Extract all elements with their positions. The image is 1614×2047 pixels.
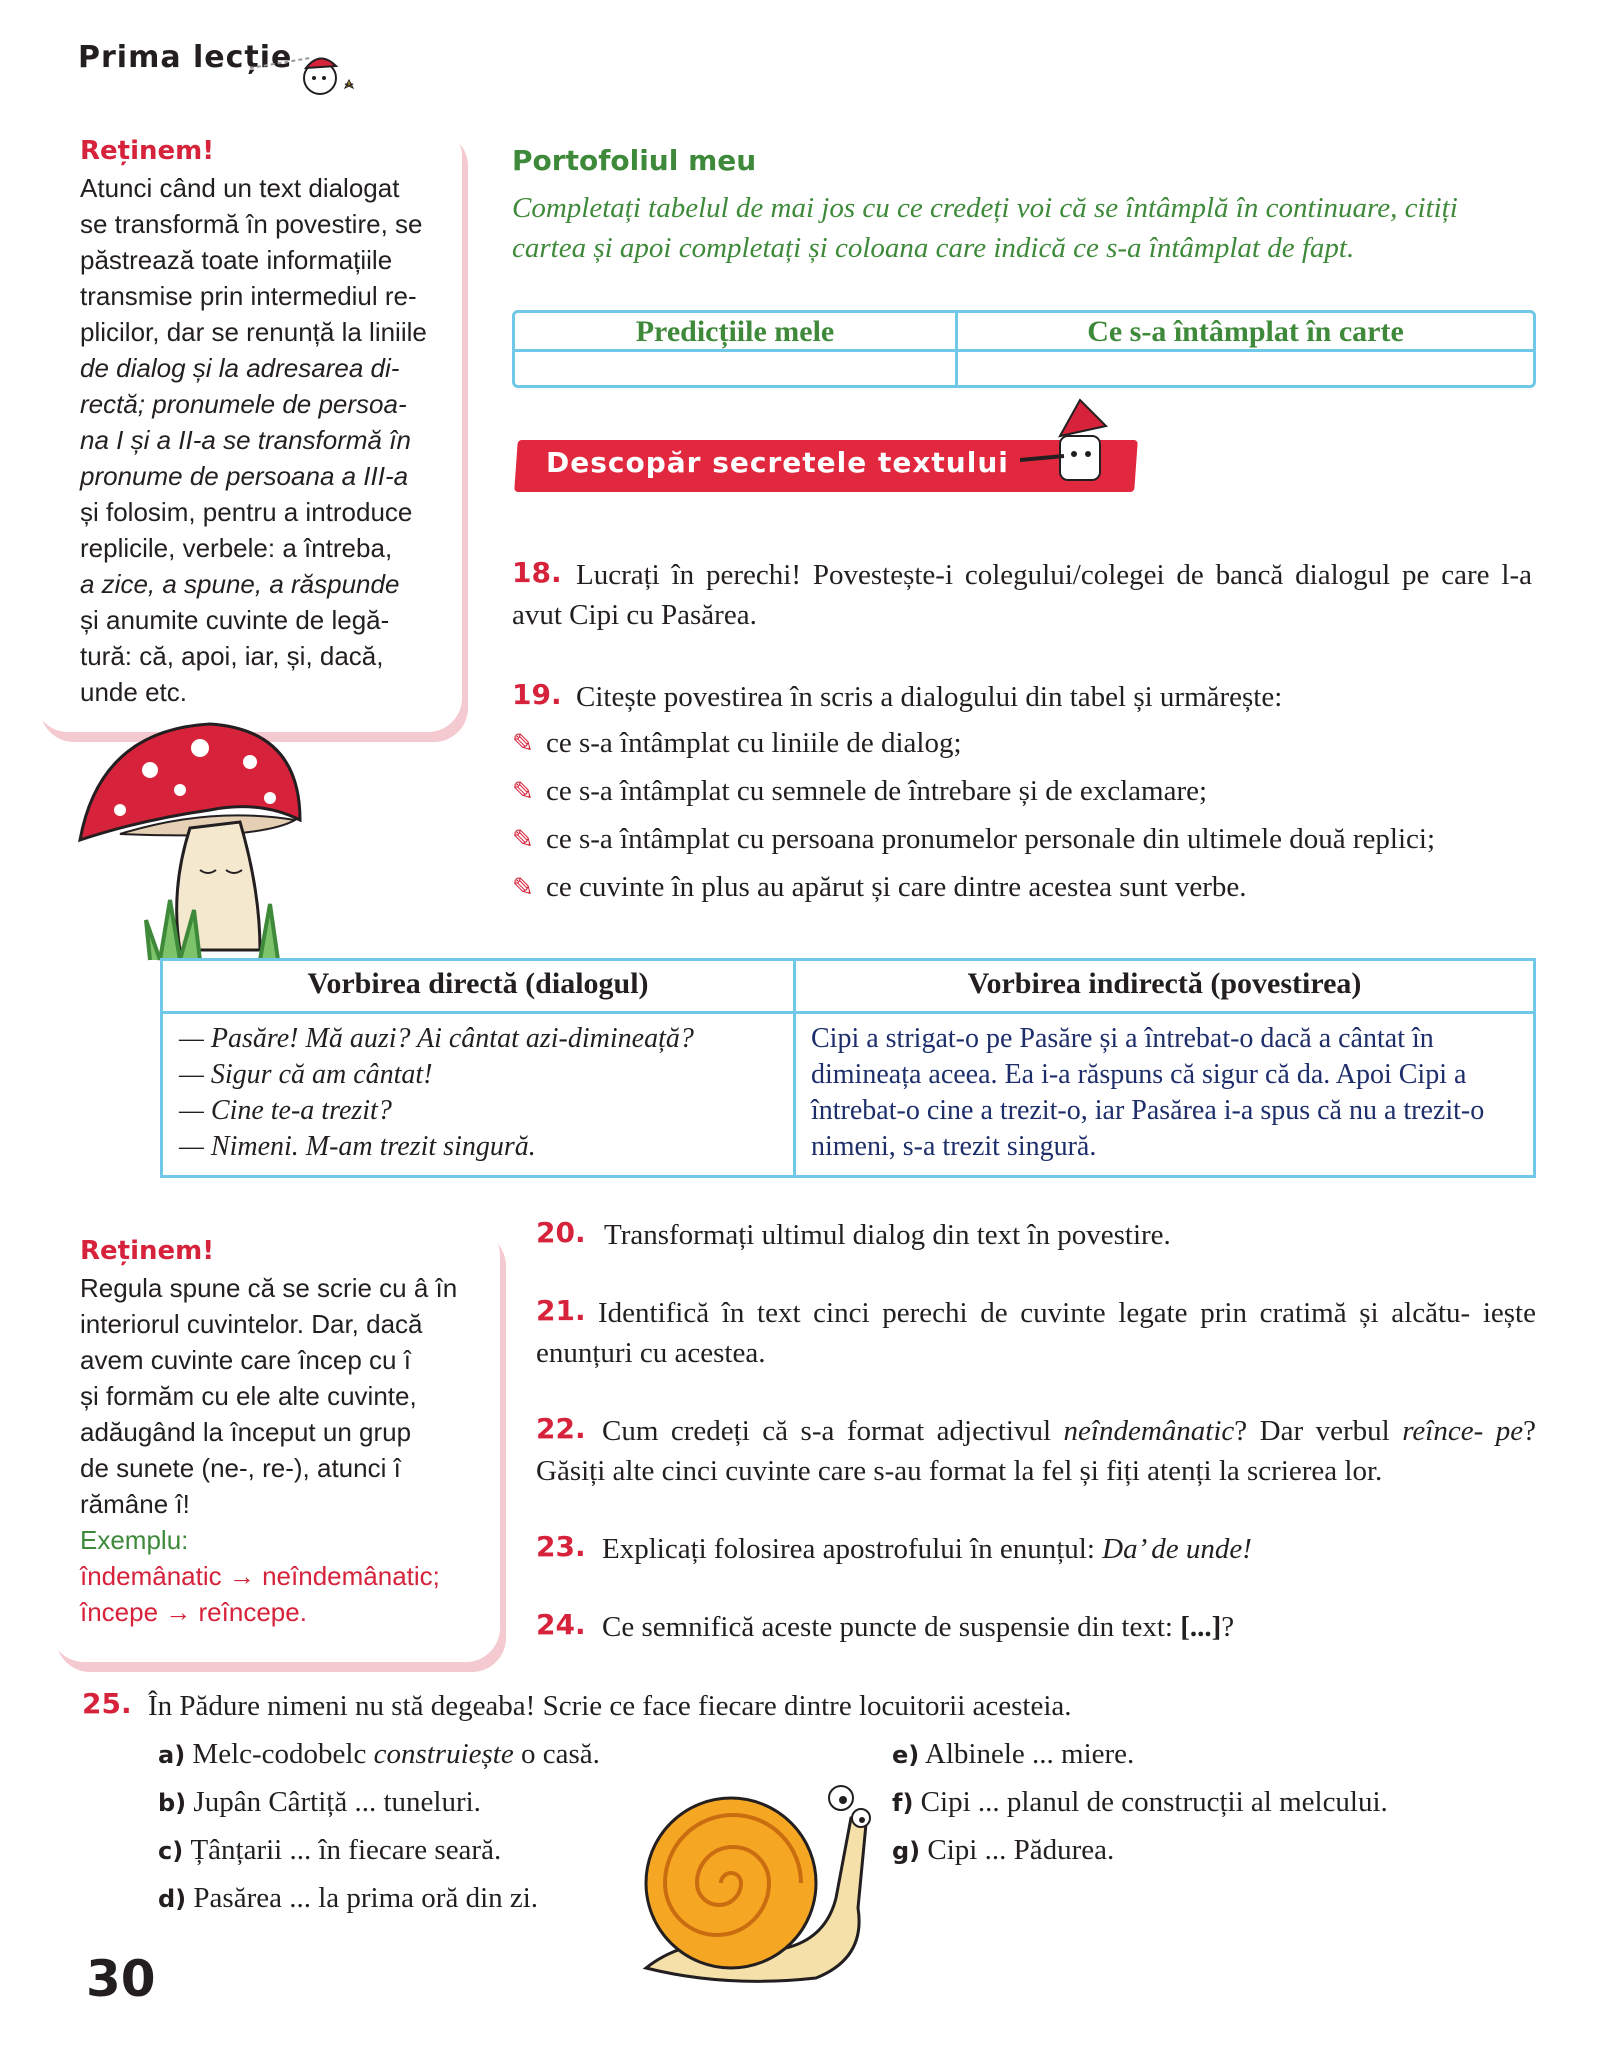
- example-label: Exemplu:: [80, 1525, 189, 1555]
- indirect-speech-cell: Cipi a strigat-o pe Pasăre și a întrebat-o dacă a cântat în dimineața aceea. Ea i-a răspuns că sigur că da. Apoi Cipi a întrebat-o cine a trezit-o, iar Pasărea i-a spus că nu a trezit-o nimeni, s-a trezit singură.: [811, 1023, 1485, 1162]
- remember-line: păstrează toate informațiile: [80, 245, 393, 275]
- sub-text: Țânțarii ... în fiecare seară.: [190, 1834, 502, 1866]
- remember-text: [80, 170, 460, 710]
- remember-line: unde etc.: [80, 677, 187, 707]
- remember-line: rămâne î!: [80, 1489, 190, 1519]
- sub-letter: c): [158, 1837, 184, 1865]
- remember-text: [80, 1270, 490, 1630]
- sub-item: [892, 1830, 1532, 1871]
- sub-text: Pasărea ... la prima oră din zi.: [193, 1882, 539, 1914]
- portfolio-title: Portofoliul meu: [512, 144, 757, 177]
- dialogue-line: — Pasăre! Mă auzi? Ai cântat azi-dimineață?: [179, 1023, 694, 1054]
- sub-item: [158, 1830, 718, 1871]
- text-segment: Explicați folosirea apostrofului în enunțul:: [602, 1533, 1103, 1565]
- sub-letter: a): [158, 1741, 186, 1769]
- bullet-text: ce s-a întâmplat cu liniile de dialog;: [546, 727, 962, 759]
- mushroom-illustration: [60, 710, 310, 970]
- italic-word: neîndemânatic: [1063, 1415, 1235, 1447]
- remember-line: Regula spune că se scrie cu â în: [80, 1273, 458, 1303]
- example-line: începe → reîncepe.: [80, 1597, 307, 1627]
- question-number: 20.: [536, 1216, 586, 1249]
- question-24-text: [602, 1607, 1532, 1647]
- portfolio-description: Completați tabelul de mai jos cu ce credeți voi că se întâmplă în continuare, citiți cartea și apoi completați și coloana care indică ce s-a întâmplat de fapt.: [512, 192, 1458, 264]
- speech-comparison-table: [160, 958, 1536, 1178]
- sub-item: [158, 1734, 718, 1775]
- sub-letter: e): [892, 1741, 920, 1769]
- bullet-text: ce s-a întâmplat cu persoana pronumelor personale din ultimele două replici;: [546, 823, 1436, 855]
- sub-text: Cipi ... planul de construcții al melcului.: [920, 1786, 1388, 1818]
- bullet-text: ce cuvinte în plus au apărut și care dintre acestea sunt verbe.: [546, 871, 1247, 903]
- header-title: Prima lecție: [78, 40, 293, 75]
- column-header-predictions: Predicțiile mele: [635, 315, 835, 348]
- question-21-text: Identifică în text cinci perechi de cuvinte legate prin cratimă și alcătu- iește enunțuri cu acestea.: [536, 1297, 1536, 1369]
- text-segment: Cum credeți că s-a format adjectivul: [602, 1415, 1064, 1447]
- list-item: [512, 819, 1532, 860]
- sub-text: Jupân Cârtiță ... tuneluri.: [193, 1786, 481, 1818]
- bullet-list: [512, 723, 1532, 908]
- remember-title: Reținem!: [80, 136, 215, 166]
- remember-box-1: [34, 122, 462, 732]
- column-header-what-happened: Ce s-a întâmplat în carte: [1087, 315, 1404, 348]
- question-19-text: Citește povestirea în scris a dialogului din tabel și urmărește:: [576, 681, 1283, 713]
- text-segment: ?: [1221, 1611, 1235, 1643]
- italic-phrase: Da’ de unde!: [1102, 1533, 1252, 1565]
- sub-text: Melc-codobelc: [192, 1738, 374, 1770]
- remember-line: adăugând la început un grup: [80, 1417, 412, 1447]
- remember-line: interiorul cuvintelor. Dar, dacă: [80, 1309, 423, 1339]
- cipi-cartoon-icon: [250, 28, 360, 108]
- remember-line: na I și a II-a se transformă în: [80, 425, 411, 455]
- remember-line: și anumite cuvinte de legă-: [80, 605, 390, 635]
- question-20-text: Transformați ultimul dialog din text în povestire.: [604, 1219, 1171, 1251]
- section-banner-title: Descopăr secretele textului: [546, 446, 1009, 479]
- question-number: 19.: [512, 678, 562, 711]
- column-header-indirect: Vorbirea indirectă (povestirea): [967, 967, 1362, 1000]
- bold-ellipsis: [...]: [1180, 1611, 1222, 1643]
- question-22-text: [536, 1411, 1536, 1491]
- sub-letter: b): [158, 1789, 187, 1817]
- page-number: 30: [86, 1950, 156, 2008]
- dialogue-line: — Cine te-a trezit?: [179, 1095, 392, 1126]
- snail-illustration: [636, 1778, 876, 1988]
- question-number: 22.: [536, 1412, 586, 1445]
- remember-line: și formăm cu ele alte cuvinte,: [80, 1381, 417, 1411]
- remember-line: rectă; pronumele de persoa-: [80, 389, 407, 419]
- pencil-icon: ✎: [512, 729, 534, 758]
- text-segment: ? Găsiți alte cinci cuvinte care s-au format la fel și fiți atenți la scrierea lor.: [536, 1415, 1536, 1487]
- predictions-table: [512, 310, 1536, 388]
- question-number: 24.: [536, 1608, 586, 1641]
- direct-speech-cell: [179, 1021, 791, 1165]
- bullet-text: ce s-a întâmplat cu semnele de întrebare și de exclamare;: [546, 775, 1208, 807]
- sub-item: [158, 1878, 718, 1919]
- column-header-direct: Vorbirea directă (dialogul): [307, 967, 649, 1000]
- dialogue-line: — Sigur că am cântat!: [179, 1059, 433, 1090]
- pencil-icon: ✎: [512, 873, 534, 902]
- remember-line: de sunete (ne-, re-), atunci î: [80, 1453, 401, 1483]
- list-item: [512, 867, 1532, 908]
- sub-item: [892, 1734, 1532, 1775]
- remember-box-2: [50, 1222, 500, 1662]
- list-item: [512, 771, 1532, 812]
- remember-line: Atunci când un text dialogat: [80, 173, 400, 203]
- italic-word: construiește: [373, 1738, 514, 1770]
- remember-line: și folosim, pentru a introduce: [80, 497, 413, 527]
- question-number: 21.: [536, 1294, 586, 1327]
- sub-items-left: [158, 1734, 718, 1919]
- example-line: îndemânatic → neîndemânatic;: [80, 1561, 440, 1591]
- cipi-pen-icon: [1020, 396, 1140, 496]
- sub-letter: d): [158, 1885, 187, 1913]
- question-23-text: [602, 1529, 1532, 1569]
- remember-line: tură: că, apoi, iar, și, dacă,: [80, 641, 384, 671]
- remember-line: avem cuvinte care încep cu î: [80, 1345, 411, 1375]
- sub-letter: f): [892, 1789, 914, 1817]
- remember-line: replicile, verbele: a întreba,: [80, 533, 393, 563]
- dialogue-line: — Nimeni. M-am trezit singură.: [179, 1131, 536, 1162]
- text-segment: ? Dar verbul: [1234, 1415, 1403, 1447]
- question-18-text: Lucrați în perechi! Povestește-i colegului/colegei de bancă dialogul pe care l-a avut Cipi cu Pasărea.: [512, 559, 1532, 631]
- italic-word: reînce- pe: [1402, 1415, 1524, 1447]
- question-number: 23.: [536, 1530, 586, 1563]
- pencil-icon: ✎: [512, 825, 534, 854]
- remember-line: pronume de persoana a III-a: [80, 461, 409, 491]
- sub-item: [158, 1782, 718, 1823]
- sub-letter: g): [892, 1837, 921, 1865]
- sub-text: Albinele ... miere.: [924, 1738, 1135, 1770]
- text-segment: Ce semnifică aceste puncte de suspensie din text:: [602, 1611, 1181, 1643]
- remember-line: se transformă în povestire, se: [80, 209, 423, 239]
- remember-line: a zice, a spune, a răspunde: [80, 569, 400, 599]
- question-number: 25.: [82, 1687, 132, 1720]
- remember-line: de dialog și la adresarea di-: [80, 353, 400, 383]
- pencil-icon: ✎: [512, 777, 534, 806]
- sub-item: [892, 1782, 1532, 1823]
- remember-line: transmise prin intermediul re-: [80, 281, 417, 311]
- sub-items-right: [892, 1734, 1532, 1871]
- list-item: [512, 723, 1532, 764]
- sub-text: Cipi ... Pădurea.: [927, 1834, 1115, 1866]
- sub-text: o casă.: [513, 1738, 600, 1770]
- remember-title: Reținem!: [80, 1236, 215, 1266]
- remember-line: plicilor, dar se renunță la liniile: [80, 317, 427, 347]
- question-number: 18.: [512, 556, 562, 589]
- question-25-text: În Pădure nimeni nu stă degeaba! Scrie ce face fiecare dintre locuitorii acesteia.: [148, 1690, 1072, 1722]
